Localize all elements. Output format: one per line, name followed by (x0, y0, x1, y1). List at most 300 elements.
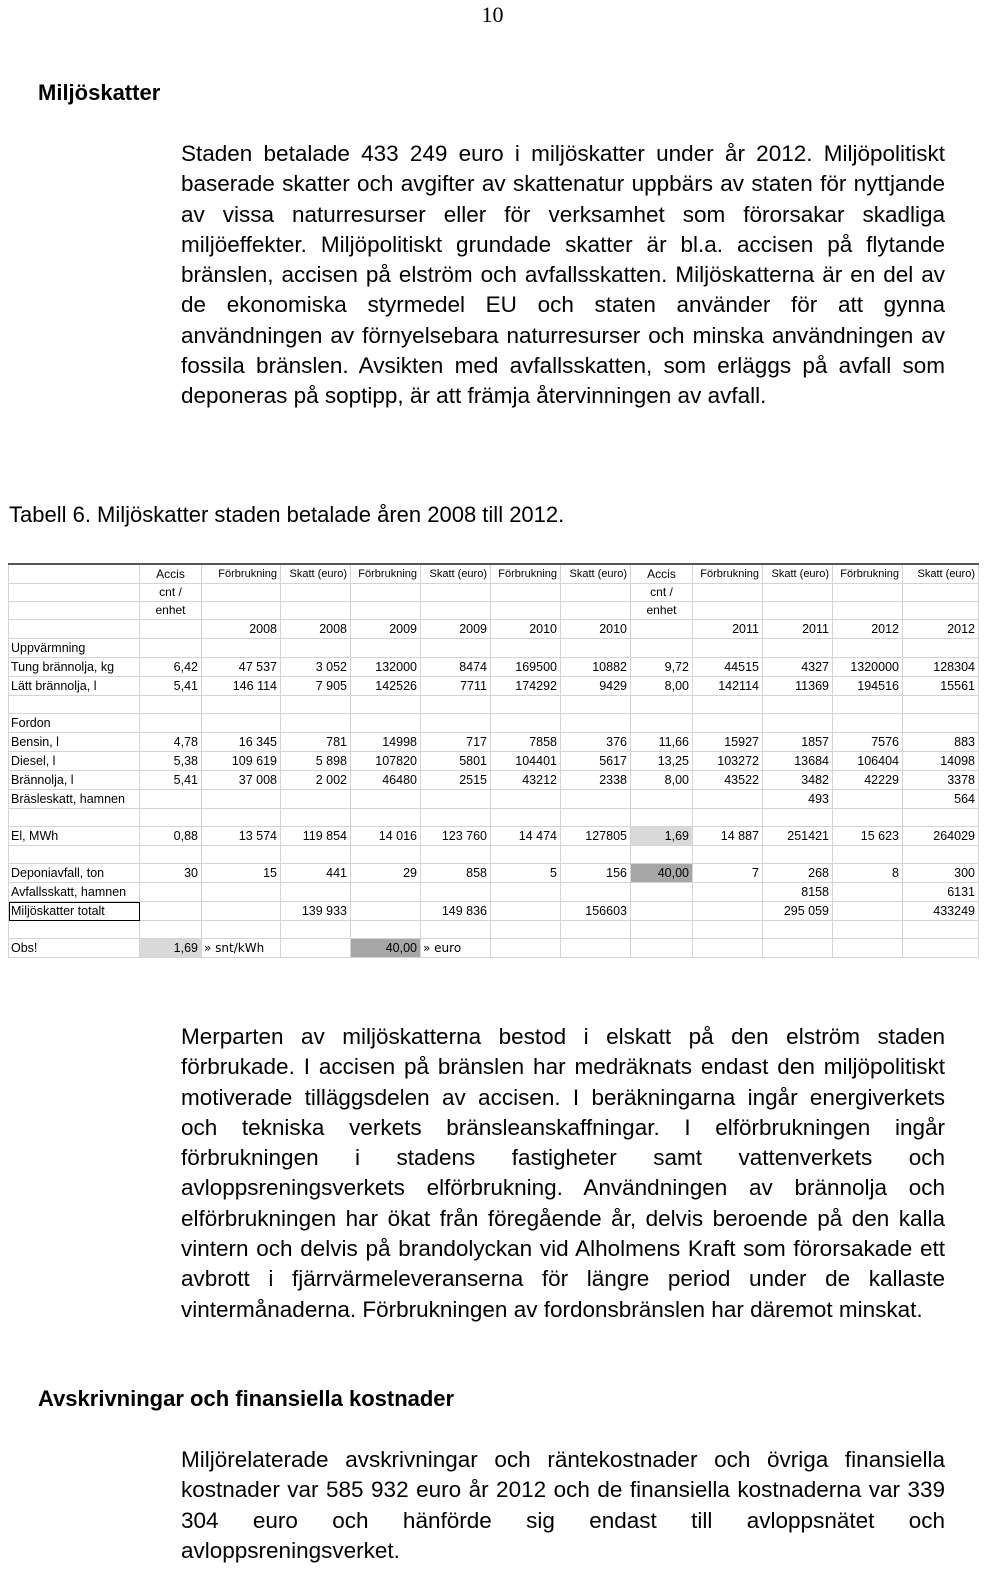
table-header-row (9, 564, 979, 584)
table-cell (833, 846, 903, 864)
obs-dark-unit: » euro (421, 939, 491, 958)
table-row (9, 827, 979, 846)
row-label (9, 602, 140, 620)
table-cell (693, 883, 763, 902)
table-cell (140, 714, 202, 733)
table-row (9, 639, 979, 658)
table-cell: Skatt (euro) (281, 564, 351, 584)
table-cell: 7 905 (281, 677, 351, 696)
table-cell (140, 790, 202, 809)
table-cell: 43212 (491, 771, 561, 790)
table-cell: 14 887 (693, 827, 763, 846)
table-cell: 9,72 (631, 658, 693, 677)
table-cell: 156603 (561, 902, 631, 921)
table-cell: 1320000 (833, 658, 903, 677)
table-cell: 14098 (903, 752, 979, 771)
table-cell: 119 854 (281, 827, 351, 846)
table-cell: 2009 (421, 620, 491, 639)
table-cell (903, 696, 979, 714)
table-cell (763, 602, 833, 620)
table-cell: Förbrukning (491, 564, 561, 584)
table-cell (202, 809, 281, 827)
row-label: Diesel, l (9, 752, 140, 771)
table-cell (351, 696, 421, 714)
table-cell (561, 602, 631, 620)
table-cell: 2 002 (281, 771, 351, 790)
table-cell: 5,38 (140, 752, 202, 771)
table-cell: 139 933 (281, 902, 351, 921)
table-cell: 8,00 (631, 771, 693, 790)
row-label: Miljöskatter totalt (9, 902, 140, 921)
table-cell (833, 939, 903, 958)
table-cell: 0,88 (140, 827, 202, 846)
table-cell (561, 696, 631, 714)
table-cell (421, 714, 491, 733)
obs-legend-row (9, 939, 979, 958)
table-cell (140, 902, 202, 921)
table-cell (763, 846, 833, 864)
table-cell (202, 883, 281, 902)
table-cell (903, 846, 979, 864)
table-cell (491, 883, 561, 902)
table-cell (693, 602, 763, 620)
table-cell (281, 790, 351, 809)
table-cell (763, 921, 833, 939)
table-cell: 2515 (421, 771, 491, 790)
table-cell (351, 584, 421, 602)
table-cell (421, 883, 491, 902)
table-cell (351, 902, 421, 921)
table-cell (281, 883, 351, 902)
table-cell: 5,41 (140, 677, 202, 696)
table-cell (763, 584, 833, 602)
table-cell: 127805 (561, 827, 631, 846)
table-cell (561, 714, 631, 733)
table-cell: 781 (281, 733, 351, 752)
table-header-row (9, 602, 979, 620)
table-cell (421, 790, 491, 809)
table-cell (833, 696, 903, 714)
row-label (9, 696, 140, 714)
table-cell (421, 921, 491, 939)
table-row (9, 771, 979, 790)
table-cell (281, 809, 351, 827)
table-cell (693, 902, 763, 921)
table-cell (351, 639, 421, 658)
table-cell (281, 846, 351, 864)
table-cell: 3482 (763, 771, 833, 790)
table-cell (561, 846, 631, 864)
table-cell: 493 (763, 790, 833, 809)
table-cell (561, 883, 631, 902)
table-cell: 264029 (903, 827, 979, 846)
table-cell (833, 921, 903, 939)
obs-light-swatch-value: 1,69 (140, 939, 202, 958)
table-cell (140, 846, 202, 864)
table-cell: 7711 (421, 677, 491, 696)
table-spacer-row (9, 846, 979, 864)
table-cell: 6,42 (140, 658, 202, 677)
table-cell (281, 921, 351, 939)
table-cell: 2011 (693, 620, 763, 639)
table-cell (693, 921, 763, 939)
table-cell (561, 809, 631, 827)
table-cell: 8158 (763, 883, 833, 902)
table-cell (833, 602, 903, 620)
table-cell: 1857 (763, 733, 833, 752)
table-cell: 40,00 (631, 864, 693, 883)
table-cell: 29 (351, 864, 421, 883)
table-cell (561, 790, 631, 809)
table-cell: Skatt (euro) (763, 564, 833, 584)
table-cell (631, 921, 693, 939)
table-cell: 10882 (561, 658, 631, 677)
section-heading-avskrivningar: Avskrivningar och finansiella kostnader (38, 1386, 455, 1411)
table-cell (281, 696, 351, 714)
table-cell (693, 846, 763, 864)
table-cell: 5,41 (140, 771, 202, 790)
row-label: Lätt brännolja, l (9, 677, 140, 696)
row-label (9, 564, 140, 584)
environmental-tax-table (8, 563, 979, 958)
table-cell (833, 584, 903, 602)
table-cell (631, 714, 693, 733)
table-cell (631, 809, 693, 827)
table-cell: 194516 (833, 677, 903, 696)
table-cell: 2012 (833, 620, 903, 639)
finance-paragraph: Miljörelaterade avskrivningar och räntekostnader och övriga finansiella kostnader var 585 932 euro år 2012 och de finansiella kostnaderna var 339 304 euro och hänförde sig endast till avloppsnätet och avloppsreningsverket. (181, 1447, 945, 1563)
table-cell (421, 846, 491, 864)
table-cell: 47 537 (202, 658, 281, 677)
table-cell: 268 (763, 864, 833, 883)
table-cell: 2008 (281, 620, 351, 639)
table-cell (140, 921, 202, 939)
table-cell (281, 639, 351, 658)
row-label (9, 584, 140, 602)
table-cell (140, 696, 202, 714)
table-cell: Förbrukning (693, 564, 763, 584)
table-cell: 5 (491, 864, 561, 883)
table-cell (202, 790, 281, 809)
table-row (9, 733, 979, 752)
table-row (9, 658, 979, 677)
table-cell (140, 883, 202, 902)
table-cell (351, 846, 421, 864)
table-cell: 7576 (833, 733, 903, 752)
row-label (9, 846, 140, 864)
table-cell (763, 714, 833, 733)
table-cell: 8 (833, 864, 903, 883)
table-cell (140, 809, 202, 827)
obs-dark-swatch-value: 40,00 (351, 939, 421, 958)
table-cell (763, 809, 833, 827)
table-cell (491, 790, 561, 809)
table-cell: 433249 (903, 902, 979, 921)
table-cell: 2338 (561, 771, 631, 790)
table-cell: 295 059 (763, 902, 833, 921)
table-cell (202, 902, 281, 921)
table-cell (421, 602, 491, 620)
table-cell: 43522 (693, 771, 763, 790)
table-spacer-row (9, 921, 979, 939)
table-cell (140, 639, 202, 658)
table-cell: 146 114 (202, 677, 281, 696)
table-cell (351, 602, 421, 620)
table-cell (833, 902, 903, 921)
table-row (9, 902, 979, 921)
table-cell: 30 (140, 864, 202, 883)
table-cell (631, 696, 693, 714)
table-cell: 15 623 (833, 827, 903, 846)
table-row (9, 677, 979, 696)
table-cell: cnt / (631, 584, 693, 602)
table-cell: 5801 (421, 752, 491, 771)
table-caption: Tabell 6. Miljöskatter staden betalade åren 2008 till 2012. (9, 502, 565, 527)
table-spacer-row (9, 696, 979, 714)
table-cell: 106404 (833, 752, 903, 771)
table-cell: 14998 (351, 733, 421, 752)
table-cell: 5617 (561, 752, 631, 771)
table-cell: Skatt (euro) (903, 564, 979, 584)
table-cell: 104401 (491, 752, 561, 771)
table-cell (281, 584, 351, 602)
table-cell: 2012 (903, 620, 979, 639)
row-label: Tung brännolja, kg (9, 658, 140, 677)
table-cell: 14 474 (491, 827, 561, 846)
table-cell: 132000 (351, 658, 421, 677)
table-cell (202, 639, 281, 658)
table-cell (491, 639, 561, 658)
table-cell: 11,66 (631, 733, 693, 752)
table-cell (351, 921, 421, 939)
row-label (9, 921, 140, 939)
row-label: El, MWh (9, 827, 140, 846)
table-cell: Förbrukning (833, 564, 903, 584)
table-cell (561, 921, 631, 939)
table-cell: 103272 (693, 752, 763, 771)
table-cell (693, 714, 763, 733)
table-cell (693, 939, 763, 958)
table-cell: Skatt (euro) (421, 564, 491, 584)
table-cell (491, 921, 561, 939)
table-cell (202, 696, 281, 714)
table-cell: 44515 (693, 658, 763, 677)
table-cell (491, 584, 561, 602)
table-cell: 376 (561, 733, 631, 752)
table-cell: 142526 (351, 677, 421, 696)
table-row (9, 864, 979, 883)
table-cell: 46480 (351, 771, 421, 790)
table-cell: 3 052 (281, 658, 351, 677)
table-cell: 2010 (491, 620, 561, 639)
table-cell (561, 939, 631, 958)
table-cell: 16 345 (202, 733, 281, 752)
table-cell (421, 809, 491, 827)
table-cell (903, 809, 979, 827)
table-cell: 156 (561, 864, 631, 883)
table-cell (421, 696, 491, 714)
table-cell: 14 016 (351, 827, 421, 846)
table-cell: 8,00 (631, 677, 693, 696)
table-cell (631, 846, 693, 864)
table-cell (833, 809, 903, 827)
table-cell: 107820 (351, 752, 421, 771)
table-cell (140, 620, 202, 639)
table-cell (693, 696, 763, 714)
table-cell (561, 584, 631, 602)
table-cell: 15 (202, 864, 281, 883)
table-cell: 4,78 (140, 733, 202, 752)
analysis-paragraph: Merparten av miljöskatterna bestod i elskatt på den elström staden förbrukade. I accisen på bränslen har medräknats endast den miljöpolitiskt motiverade tilläggsdelen av accisen. I beräkningarna ingår energiverkets och tekniska verkets bränsleanskaffningar. I elförbrukningen ingår förbrukningen i stadens fastigheter samt vattenverkets och avloppsreningsverkets elförbrukning. Användningen av brännolja och elförbrukningen har ökat från föregående år, delvis beroende på den kalla vintern och delvis på brandolyckan vid Alholmens Kraft som förorsakade ett avbrott i fjärrvärmeleveranserna för längre period under de kallaste vintermånaderna. Förbrukningen av fordonsbränslen har däremot minskat. (181, 1024, 945, 1322)
table-cell: 109 619 (202, 752, 281, 771)
table-cell (281, 939, 351, 958)
table-cell: Accis (631, 564, 693, 584)
table-cell (491, 846, 561, 864)
table-cell (763, 939, 833, 958)
section-heading-miljoskatter: Miljöskatter (38, 80, 161, 105)
table-cell: 6131 (903, 883, 979, 902)
table-cell: enhet (631, 602, 693, 620)
row-label: Fordon (9, 714, 140, 733)
table-cell (693, 639, 763, 658)
table-cell: 2010 (561, 620, 631, 639)
table-cell (202, 602, 281, 620)
table-cell (763, 639, 833, 658)
row-label: Uppvärmning (9, 639, 140, 658)
table-cell: 1,69 (631, 827, 693, 846)
table-cell: 8474 (421, 658, 491, 677)
table-cell: 128304 (903, 658, 979, 677)
table-cell (833, 639, 903, 658)
table-cell: 123 760 (421, 827, 491, 846)
table-cell (903, 639, 979, 658)
table-cell: 858 (421, 864, 491, 883)
table-cell (202, 714, 281, 733)
table-cell (833, 714, 903, 733)
table-cell: 174292 (491, 677, 561, 696)
table-row (9, 752, 979, 771)
table-cell (833, 883, 903, 902)
row-label: Avfallsskatt, hamnen (9, 883, 140, 902)
table-cell (491, 939, 561, 958)
table-cell: 3378 (903, 771, 979, 790)
table-cell (693, 809, 763, 827)
intro-paragraph: Staden betalade 433 249 euro i miljöskatter under år 2012. Miljöpolitiskt baserade skatter och avgifter av skattenatur uppbärs av staten för nyttjande av vissa naturresurser eller för verksamhet som förorsakar skadliga miljöeffekter. Miljöpolitiskt grundade skatter är bl.a. accisen på flytande bränslen, accisen på elström och avfallsskatten. Miljöskatterna är en del av de ekonomiska styrmedel EU och staten använder för att gynna användningen av förnyelsebara naturresurser och minska användningen av fossila bränslen. Avsikten med avfallsskatten, som erläggs på avfall som deponeras på soptipp, är att främja återvinningen av avfall. (181, 141, 945, 409)
table-cell (491, 602, 561, 620)
table-cell: 2011 (763, 620, 833, 639)
table-cell (903, 584, 979, 602)
table-cell (631, 883, 693, 902)
table-cell: Förbrukning (202, 564, 281, 584)
row-label: Brännolja, l (9, 771, 140, 790)
table-cell (491, 809, 561, 827)
table-cell (903, 602, 979, 620)
table-cell: Accis (140, 564, 202, 584)
table-cell: 37 008 (202, 771, 281, 790)
table-cell: 441 (281, 864, 351, 883)
table-cell (491, 714, 561, 733)
table-cell (491, 696, 561, 714)
table-spacer-row (9, 809, 979, 827)
table-cell (833, 790, 903, 809)
table-cell (693, 584, 763, 602)
table-cell (903, 921, 979, 939)
table-cell (693, 790, 763, 809)
table-row (9, 714, 979, 733)
obs-label: Obs! (9, 939, 140, 958)
table-cell: 149 836 (421, 902, 491, 921)
table-cell: 9429 (561, 677, 631, 696)
table-cell (903, 714, 979, 733)
table-cell (631, 939, 693, 958)
table-cell: 564 (903, 790, 979, 809)
row-label (9, 809, 140, 827)
table-header-row (9, 584, 979, 602)
table-cell (281, 714, 351, 733)
table-cell (202, 846, 281, 864)
obs-light-unit: » snt/kWh (202, 939, 281, 958)
table-cell: Förbrukning (351, 564, 421, 584)
row-label: Bräsleskatt, hamnen (9, 790, 140, 809)
table-cell (202, 921, 281, 939)
table-cell: 883 (903, 733, 979, 752)
row-label: Bensin, l (9, 733, 140, 752)
table-cell (491, 902, 561, 921)
table-cell (421, 639, 491, 658)
table-cell (561, 639, 631, 658)
table-cell: 15561 (903, 677, 979, 696)
table-cell (631, 639, 693, 658)
table-cell (351, 790, 421, 809)
table-cell: 15927 (693, 733, 763, 752)
table-cell: 300 (903, 864, 979, 883)
table-cell (903, 939, 979, 958)
row-label (9, 620, 140, 639)
table-cell: 717 (421, 733, 491, 752)
table-cell: 2009 (351, 620, 421, 639)
table-cell: 7 (693, 864, 763, 883)
table-cell: 169500 (491, 658, 561, 677)
table-cell: 142114 (693, 677, 763, 696)
table-cell (763, 696, 833, 714)
table-header-row (9, 620, 979, 639)
table-row (9, 790, 979, 809)
table-cell: 13,25 (631, 752, 693, 771)
table-cell: 251421 (763, 827, 833, 846)
table-cell (351, 883, 421, 902)
table-cell (631, 902, 693, 921)
table-cell (421, 584, 491, 602)
table-row (9, 883, 979, 902)
table-cell: Skatt (euro) (561, 564, 631, 584)
table-cell: 2008 (202, 620, 281, 639)
table-cell (202, 584, 281, 602)
table-cell (351, 714, 421, 733)
table-cell: 42229 (833, 771, 903, 790)
table-cell (281, 602, 351, 620)
table-cell: cnt / (140, 584, 202, 602)
table-cell: 7858 (491, 733, 561, 752)
table-cell: 13 574 (202, 827, 281, 846)
row-label: Deponiavfall, ton (9, 864, 140, 883)
table-cell (351, 809, 421, 827)
table-cell: 4327 (763, 658, 833, 677)
table-cell: 13684 (763, 752, 833, 771)
table-cell: enhet (140, 602, 202, 620)
table-cell: 11369 (763, 677, 833, 696)
table-cell (631, 790, 693, 809)
page-number: 10 (481, 2, 504, 27)
